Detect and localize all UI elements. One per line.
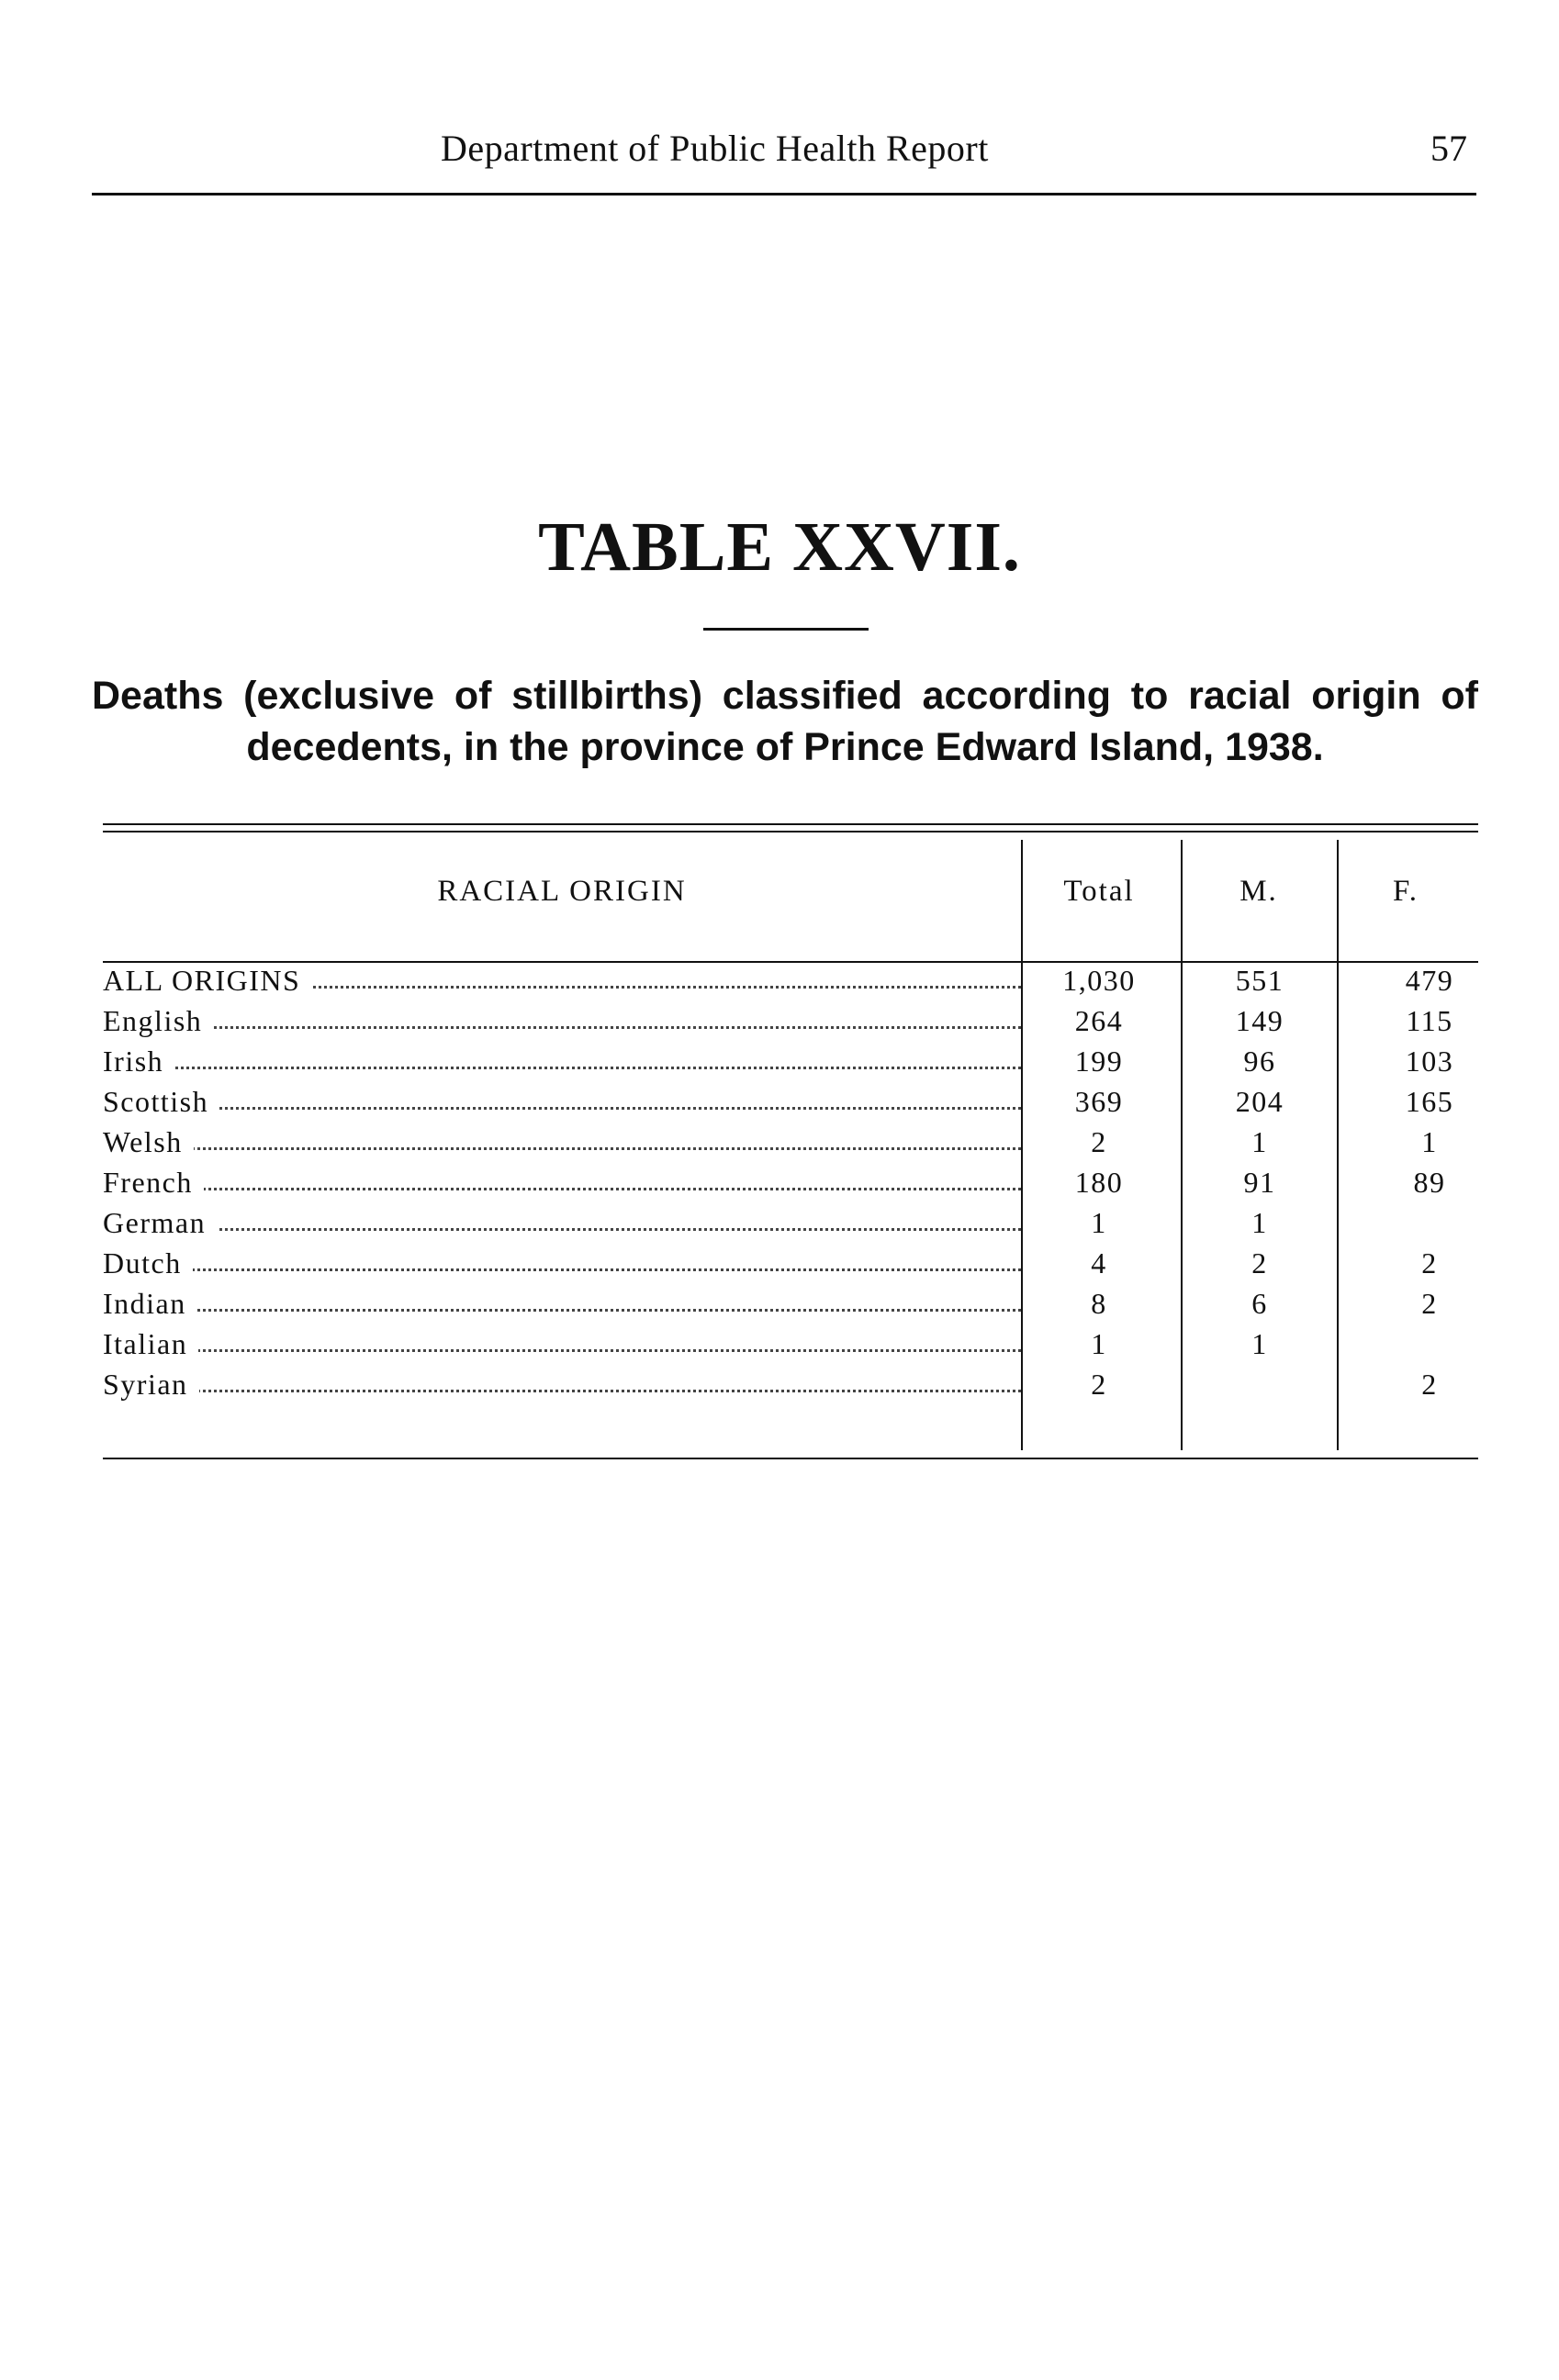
row-total: 264 bbox=[1074, 1004, 1124, 1037]
table-row bbox=[103, 1085, 1454, 1125]
table-row bbox=[103, 1368, 1443, 1408]
table-top-rule-inner bbox=[103, 831, 1478, 832]
table-row bbox=[103, 1004, 1453, 1045]
row-origin: Scottish bbox=[103, 1085, 219, 1118]
row-female: 2 bbox=[1421, 1246, 1438, 1279]
table-top-rule bbox=[103, 823, 1478, 825]
row-male: 149 bbox=[1235, 1004, 1284, 1037]
row-male: 1 bbox=[1251, 1125, 1268, 1158]
row-female: 165 bbox=[1405, 1085, 1454, 1118]
header-total: Total bbox=[1063, 875, 1135, 908]
row-female: 103 bbox=[1405, 1045, 1454, 1078]
row-origin: Welsh bbox=[103, 1125, 194, 1158]
table-bottom-rule bbox=[103, 1458, 1478, 1459]
table-title: TABLE XXVII. bbox=[538, 508, 1021, 586]
title-rule bbox=[703, 628, 869, 631]
row-origin: Dutch bbox=[103, 1246, 193, 1279]
row-origin: French bbox=[103, 1166, 204, 1199]
row-male: 204 bbox=[1235, 1085, 1284, 1118]
row-female: 1 bbox=[1421, 1125, 1438, 1158]
row-male: 1 bbox=[1251, 1327, 1268, 1360]
row-total: 369 bbox=[1074, 1085, 1124, 1118]
row-total: 4 bbox=[1091, 1246, 1107, 1279]
header-bottom-rule bbox=[103, 961, 1478, 963]
running-head-title: Department of Public Health Report bbox=[441, 128, 989, 169]
row-origin: Irish bbox=[103, 1045, 174, 1078]
row-total: 199 bbox=[1074, 1045, 1124, 1078]
table-caption bbox=[92, 670, 1478, 773]
row-total: 1,030 bbox=[1062, 964, 1136, 997]
caption-line-1: Deaths (exclusive of stillbirths) classified according to racial origin of bbox=[92, 674, 1478, 718]
table-row bbox=[103, 1125, 1443, 1166]
row-total: 180 bbox=[1074, 1166, 1124, 1199]
row-female: 2 bbox=[1421, 1287, 1438, 1320]
row-male: 96 bbox=[1243, 1045, 1276, 1078]
row-origin: Italian bbox=[103, 1327, 198, 1360]
row-total: 1 bbox=[1091, 1327, 1107, 1360]
row-male: 6 bbox=[1251, 1287, 1268, 1320]
row-male: 91 bbox=[1243, 1166, 1276, 1199]
row-male: 551 bbox=[1235, 964, 1284, 997]
header-rule bbox=[92, 193, 1476, 196]
row-origin: Indian bbox=[103, 1287, 197, 1320]
row-total: 8 bbox=[1091, 1287, 1107, 1320]
table-row bbox=[103, 1327, 1443, 1368]
row-male: 1 bbox=[1251, 1206, 1268, 1239]
table-row bbox=[103, 1045, 1454, 1085]
header-female: F. bbox=[1393, 875, 1419, 908]
row-female: 89 bbox=[1413, 1166, 1446, 1199]
header-racial-origin: RACIAL ORIGIN bbox=[437, 875, 687, 908]
table-row bbox=[103, 1246, 1443, 1287]
table-row bbox=[103, 1287, 1443, 1327]
header-male: M. bbox=[1239, 875, 1278, 908]
row-total: 2 bbox=[1091, 1368, 1107, 1401]
row-male: 2 bbox=[1251, 1246, 1268, 1279]
table-row bbox=[103, 1166, 1446, 1206]
caption-line-2: decedents, in the province of Prince Edward Island, 1938. bbox=[246, 725, 1324, 769]
row-total: 2 bbox=[1091, 1125, 1107, 1158]
page-number: 57 bbox=[1430, 128, 1467, 169]
row-female: 115 bbox=[1406, 1004, 1453, 1037]
row-origin: English bbox=[103, 1004, 213, 1037]
row-origin: German bbox=[103, 1206, 217, 1239]
row-female: 479 bbox=[1405, 964, 1454, 997]
table-row bbox=[103, 964, 1454, 1004]
row-origin: ALL ORIGINS bbox=[103, 964, 311, 997]
row-female: 2 bbox=[1421, 1368, 1438, 1401]
row-origin: Syrian bbox=[103, 1368, 199, 1401]
row-total: 1 bbox=[1091, 1206, 1107, 1239]
running-head bbox=[92, 127, 1476, 182]
table-row bbox=[103, 1206, 1443, 1246]
